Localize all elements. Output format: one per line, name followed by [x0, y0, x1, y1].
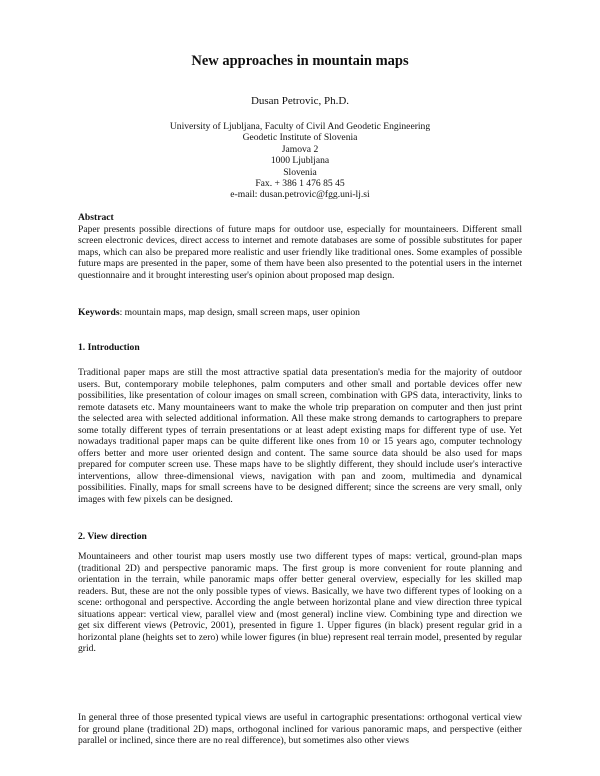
- paragraph: Traditional paper maps are still the most attractive spatial data presentation's media for the majority of outdoor users. But, contemporary mobile telephones, palm computers and other small and portable devices offer new possibilities, like presentation of colour images on small screen, combination with GPS data, interactivity, links to remote datasets etc. Many mountaineers want to make the whole trip preparation on computer and then just print the selected area with selected additional information. All these make strong demands to cartographers to prepare some totally different types of terrain presentations or at least adept existing maps for different type of use. Yet nowadays traditional paper maps can be quite different like ones from 10 or 15 years ago, computer technology offers better and more user oriented design and content. The same source data should be also used for maps prepared for computer screen use. These maps have to be slightly different, they should include user's interactive interventions, allow three-dimensional views, navigation with pan and zoom, multimedia and dynamical possibilities. Finally, maps for small screens have to be designed different; since the screens are very small, only images with few pixels can be designed.: [78, 367, 522, 506]
- affiliation-line: Jamova 2: [281, 143, 319, 155]
- author-affiliation: [78, 121, 522, 201]
- abstract-text: Paper presents possible directions of future maps for outdoor use, especially for mountaineers. Different small screen electronic devices, direct access to internet and remote databases are some of possible substitutes for paper maps, which can also be prepared more realistic and user friendly like traditional ones. Some examples of possible future maps are presented in the paper, some of them have been also presented to the potential users in the internet questionnaire and it brought interesting user's opinion about proposed map design.: [78, 223, 522, 281]
- affiliation-email: e-mail: dusan.petrovic@fgg.uni-lj.si: [230, 189, 370, 201]
- keywords: [78, 307, 522, 319]
- abstract: [78, 212, 522, 282]
- abstract-heading: Abstract: [78, 212, 114, 223]
- affiliation-line: Fax. + 386 1 476 85 45: [255, 178, 345, 190]
- paper-title: New approaches in mountain maps: [191, 53, 409, 69]
- affiliation-line: Geodetic Institute of Slovenia: [242, 132, 358, 144]
- paragraph: In general three of those presented typical views are useful in cartographic presentations: orthogonal vertical view for ground plane (traditional 2D) maps, orthogonal inclined for various panoramic maps, and perspective (either parallel or inclined, since there are no real difference), but sometimes also other views: [78, 712, 522, 747]
- keywords-text: : mountain maps, map design, small screen maps, user opinion: [119, 307, 360, 318]
- affiliation-line: University of Ljubljana, Faculty of Civil And Geodetic Engineering: [169, 121, 431, 132]
- affiliation-line: Slovenia: [283, 166, 317, 178]
- paragraph: Mountaineers and other tourist map users mostly use two different types of maps: vertical, ground-plan maps (traditional 2D) and perspective panoramic maps. The first group is more convenient for route planning and orientation in the terrain, while panoramic maps offer better general overview, especially for les skilled map readers. But, these are not the only possible types of views. Basically, we have two different types of looking on a scene: orthogonal and perspective. According the angle between horizontal plane and view direction three typical situations appear: vertical view, parallel view and (most general) incline view. Combining type and direction we get six different views (Petrovic, 2001), presented in figure 1. Upper figures (in black) present regular grid in a horizontal plane (heights set to zero) while lower figures (in blue) represent real terrain model, presented by regular grid.: [78, 551, 522, 655]
- keywords-label: Keywords: [78, 307, 120, 318]
- affiliation-line: 1000 Ljubljana: [270, 155, 330, 167]
- section-heading-introduction: 1. Introduction: [78, 342, 140, 353]
- section-heading-view-direction: 2. View direction: [78, 531, 147, 542]
- paper-author: Dusan Petrovic, Ph.D.: [250, 95, 350, 107]
